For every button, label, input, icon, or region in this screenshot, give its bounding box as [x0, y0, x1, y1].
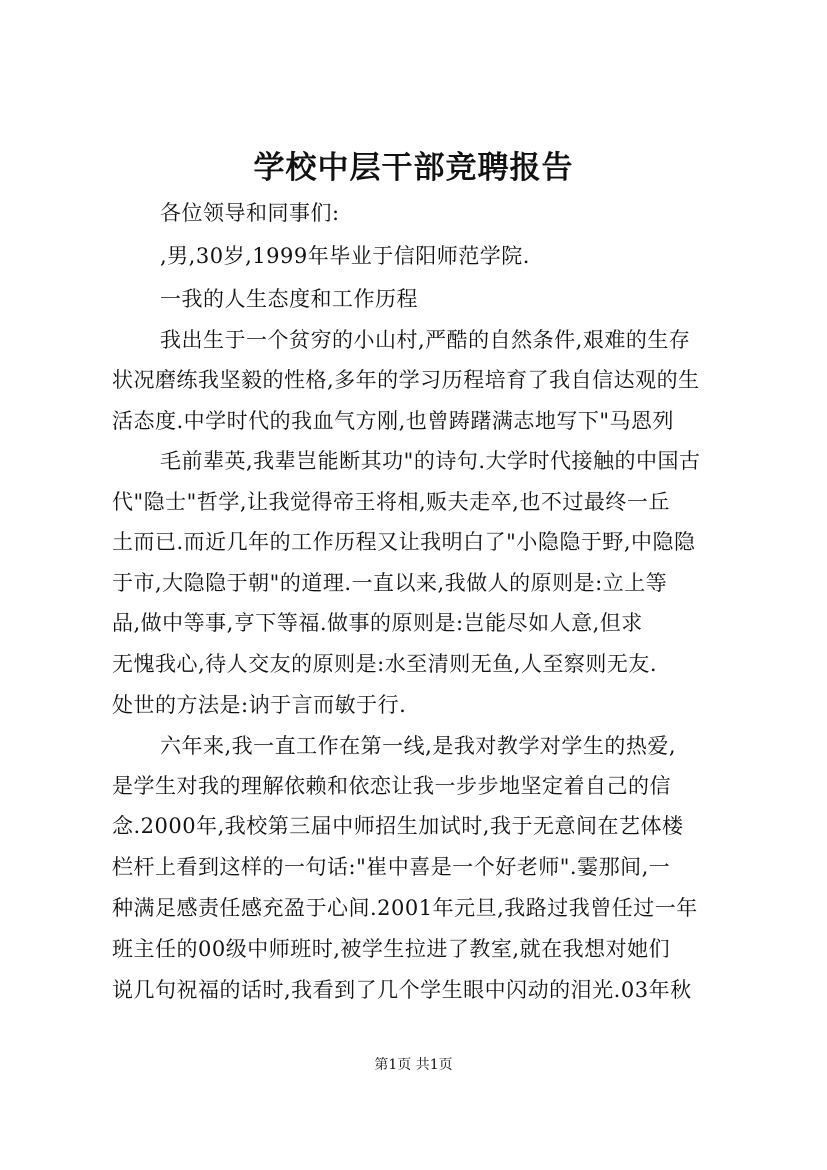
- body-line: 土而已.而近几年的工作历程又让我明白了"小隐隐于野,中隐隐: [112, 530, 696, 554]
- body-line: 六年来,我一直工作在第一线,是我对教学对学生的热爱,: [160, 734, 677, 758]
- document-title: 学校中层干部竞聘报告: [253, 150, 574, 186]
- body-line: 无愧我心,待人交友的原则是:水至清则无鱼,人至察则无友.: [112, 652, 658, 676]
- body-line: 班主任的00级中师班时,被学生拉进了教室,就在我想对她们: [112, 937, 671, 961]
- body-line: 状况磨练我坚毅的性格,多年的学习历程培育了我自信达观的生: [112, 368, 700, 392]
- body-line: 代"隐士"哲学,让我觉得帝王将相,贩夫走卒,也不过最终一丘: [112, 490, 670, 514]
- body-line: 处世的方法是:讷于言而敏于行.: [112, 693, 407, 717]
- page-footer: 第1页 共1页: [374, 1057, 453, 1073]
- body-line: ,男,30岁,1999年毕业于信阳师范学院.: [160, 244, 530, 268]
- body-line: 说几句祝福的话时,我看到了几个学生眼中闪动的泪光.03年秋: [112, 978, 692, 1002]
- body-line: 一我的人生态度和工作历程: [160, 287, 418, 311]
- body-line: 各位领导和同事们:: [160, 201, 340, 225]
- body-line: 毛前辈英,我辈岂能断其功"的诗句.大学时代接触的中国古: [160, 449, 701, 473]
- body-line: 我出生于一个贫穷的小山村,严酷的自然条件,艰难的生存: [160, 328, 691, 352]
- body-line: 活态度.中学时代的我血气方刚,也曾踌躇满志地写下"马恩列: [112, 409, 675, 433]
- body-line: 是学生对我的理解依赖和依恋让我一步步地坚定着自己的信: [112, 774, 671, 798]
- body-line: 念.2000年,我校第三届中师招生加试时,我于无意间在艺体楼: [112, 814, 684, 838]
- body-line: 种满足感责任感充盈于心间.2001年元旦,我路过我曾任过一年: [112, 896, 698, 920]
- body-line: 品,做中等事,亨下等福.做事的原则是:岂能尽如人意,但求: [112, 611, 643, 635]
- body-line: 栏杆上看到这样的一句话:"崔中喜是一个好老师".霎那间,一: [112, 855, 671, 879]
- body-line: 于市,大隐隐于朝"的道理.一直以来,我做人的原则是:立上等: [112, 571, 668, 595]
